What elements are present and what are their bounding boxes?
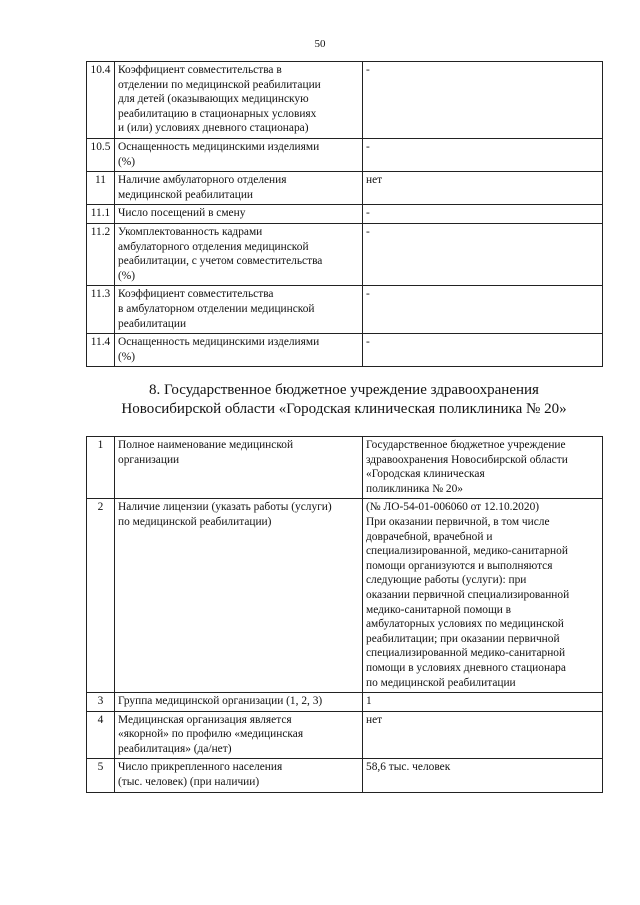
- row-label: Число прикрепленного населения (тыс. человек) (при наличии): [115, 759, 363, 792]
- row-number: 10.5: [87, 138, 115, 171]
- row-number: 3: [87, 693, 115, 712]
- row-value: (№ ЛО-54-01-006060 от 12.10.2020) При оказании первичной, в том числе доврачебной, врачебной и специализированной, медико-санитарной помощи организуются и выполняются следующие работы (услуги): при оказании первичной специализированной медико-санитарной помощи в амбулаторных условиях по медицинской реабилитации; при оказании первичной специализированной медико-санитарной помощи в условиях дневного стационара по медицинской реабилитации: [363, 499, 603, 693]
- row-value: -: [363, 223, 603, 285]
- row-label: Группа медицинской организации (1, 2, 3): [115, 693, 363, 712]
- row-number: 5: [87, 759, 115, 792]
- row-label: Медицинская организация является «якорной» по профилю «медицинская реабилитация» (да/нет): [115, 711, 363, 759]
- row-label: Оснащенность медицинскими изделиями (%): [115, 138, 363, 171]
- table-row: [87, 711, 603, 759]
- table-row: [87, 138, 603, 171]
- row-number: 11.4: [87, 334, 115, 367]
- row-number: 2: [87, 499, 115, 693]
- row-value: нет: [363, 711, 603, 759]
- row-label: Полное наименование медицинской организации: [115, 437, 363, 499]
- table-row: [87, 693, 603, 712]
- row-label: Оснащенность медицинскими изделиями (%): [115, 334, 363, 367]
- row-value: -: [363, 205, 603, 224]
- row-label: Коэффициент совместительства в отделении по медицинской реабилитации для детей (оказывающих медицинскую реабилитацию в стационарных условиях и (или) условиях дневного стационара): [115, 62, 363, 139]
- table-row: [87, 499, 603, 693]
- table-row: [87, 286, 603, 334]
- table-row: [87, 62, 603, 139]
- row-label: Укомплектованность кадрами амбулаторного отделения медицинской реабилитации, с учетом совместительства (%): [115, 223, 363, 285]
- row-value: -: [363, 62, 603, 139]
- page-number: 50: [314, 38, 326, 50]
- row-number: 11.3: [87, 286, 115, 334]
- table-row: [87, 334, 603, 367]
- table-row: [87, 172, 603, 205]
- row-value: Государственное бюджетное учреждение здравоохранения Новосибирской области «Городская клиническая поликлиника № 20»: [363, 437, 603, 499]
- row-value: нет: [363, 172, 603, 205]
- row-label: Коэффициент совместительства в амбулаторном отделении медицинской реабилитации: [115, 286, 363, 334]
- row-number: 4: [87, 711, 115, 759]
- table-row: [87, 759, 603, 792]
- row-number: 10.4: [87, 62, 115, 139]
- rehab-indicators-table: [86, 61, 603, 367]
- row-number: 11: [87, 172, 115, 205]
- table-row: [87, 223, 603, 285]
- row-number: 11.1: [87, 205, 115, 224]
- row-value: -: [363, 286, 603, 334]
- row-label: Наличие амбулаторного отделения медицинской реабилитации: [115, 172, 363, 205]
- row-value: -: [363, 138, 603, 171]
- row-value: 58,6 тыс. человек: [363, 759, 603, 792]
- organization-info-table: [86, 436, 603, 793]
- section-title: 8. Государственное бюджетное учреждение здравоохранения Новосибирской области «Городская клиническая поликлиника № 20»: [121, 382, 567, 417]
- row-label: Наличие лицензии (указать работы (услуги) по медицинской реабилитации): [115, 499, 363, 693]
- row-value: 1: [363, 693, 603, 712]
- row-number: 11.2: [87, 223, 115, 285]
- table-row: [87, 205, 603, 224]
- table-row: [87, 437, 603, 499]
- row-value: -: [363, 334, 603, 367]
- row-label: Число посещений в смену: [115, 205, 363, 224]
- row-number: 1: [87, 437, 115, 499]
